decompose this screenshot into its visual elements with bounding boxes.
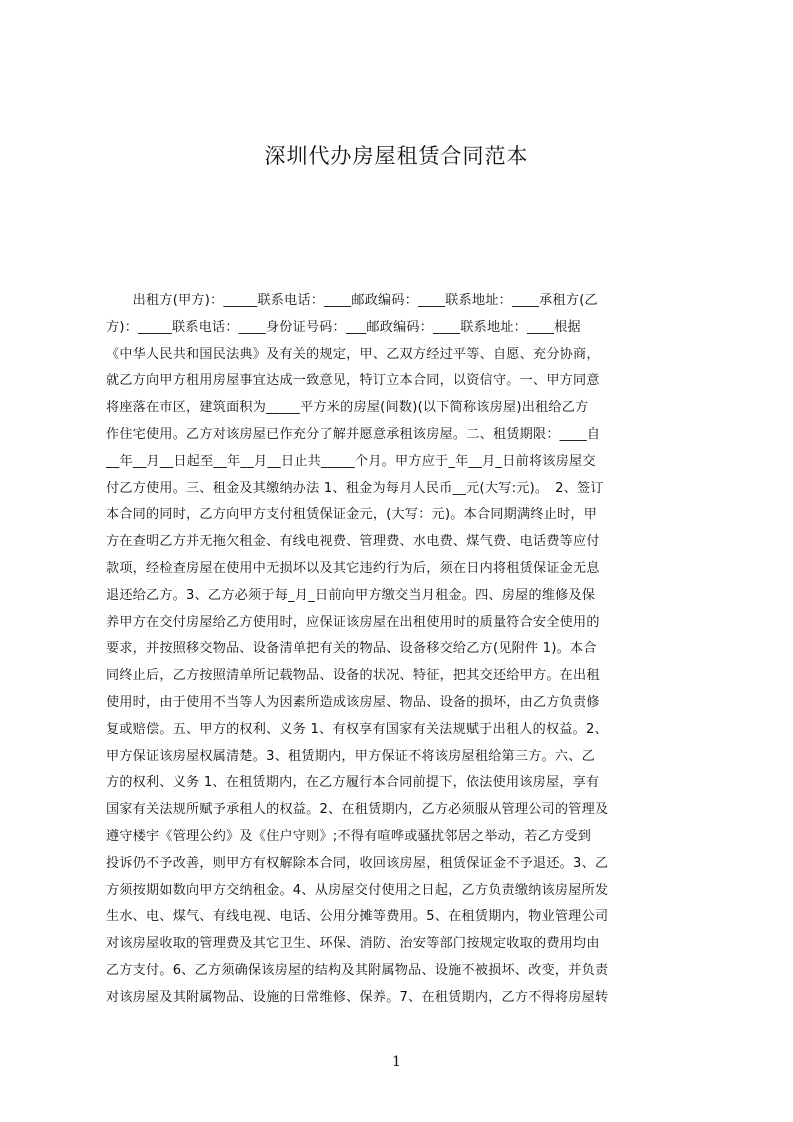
body-line: 投诉仍不予改善，则甲方有权解除本合同，收回该房屋，租赁保证金不予退还。3、乙	[106, 855, 609, 871]
contract-body	[106, 288, 698, 1012]
page-number: 1	[392, 1054, 401, 1070]
body-line: 复或赔偿。五、甲方的权利、义务 1、有权享有国家有关法规赋于出租人的权益。2、	[106, 721, 608, 737]
document-title: 深圳代办房屋租赁合同范本	[264, 144, 529, 168]
body-line: 国家有关法规所赋予承租人的权益。2、在租赁期内，乙方必须服从管理公司的管理及	[106, 802, 609, 818]
body-line: 出租方(甲方)：_____联系电话：____邮政编码：____联系地址：____承租方(乙	[106, 293, 598, 308]
body-line: 方的权利、义务 1、在租赁期内，在乙方履行本合同前提下，依法使用该房屋，享有	[106, 775, 600, 791]
body-line: 将座落在市区，建筑面积为_____平方米的房屋(间数)(以下简称该房屋)出租给乙方	[106, 400, 589, 416]
body-line: 《中华人民共和国民法典》及有关的规定，甲、乙双方经过平等、自愿、充分协商，	[106, 346, 600, 362]
body-line: 养甲方在交付房屋给乙方使用时，应保证该房屋在出租使用时的质量符合安全使用的	[106, 614, 600, 630]
body-line: 本合同的同时，乙方向甲方支付租赁保证金元，(大写：元)。本合同期满终止时，甲	[106, 507, 598, 523]
body-line: 对该房屋及其附属物品、设施的日常维修、保养。7、在租赁期内，乙方不得将房屋转	[106, 989, 609, 1005]
body-line: 付乙方使用。三、租金及其缴纳办法 1、租金为每月人民币__元(大写:元)。 2、签订	[106, 480, 604, 496]
body-line: 方须按期如数向甲方交纳租金。4、从房屋交付使用之日起，乙方负责缴纳该房屋所发	[106, 882, 609, 898]
body-line: 甲方保证该房屋权属清楚。3、租赁期内，甲方保证不将该房屋租给第三方。六、乙	[106, 748, 595, 764]
body-line: 退还给乙方。3、乙方必须于每_月_日前向甲方缴交当月租金。四、房屋的维修及保	[106, 587, 596, 603]
body-line: 乙方支付。6、乙方须确保该房屋的结构及其附属物品、设施不被损坏、改变，并负责	[106, 962, 609, 978]
body-line: 就乙方向甲方租用房屋事宜达成一致意见，特订立本合同，以资信守。一、甲方同意	[106, 373, 600, 389]
body-line: 款项，经检查房屋在使用中无损坏以及其它违约行为后，须在日内将租赁保证金无息	[106, 560, 600, 576]
body-line: 对该房屋收取的管理费及其它卫生、环保、消防、治安等部门按规定收取的费用均由	[106, 936, 600, 952]
body-line: 方)：_____联系电话：____身份证号码：___邮政编码：____联系地址：____根据	[106, 319, 581, 335]
body-line: 要求，并按照移交物品、设备清单把有关的物品、设备移交给乙方(见附件 1)。本合	[106, 641, 597, 657]
body-line: 遵守楼宇《管理公约》及《住户守则》;不得有喧哗或骚扰邻居之举动，若乙方受到	[106, 828, 592, 844]
body-line: 方在查明乙方并无拖欠租金、有线电视费、管理费、水电费、煤气费、电话费等应付	[106, 534, 600, 550]
body-line: 作住宅使用。乙方对该房屋已作充分了解并愿意承租该房屋。二、租赁期限：____自	[106, 426, 601, 442]
body-line: 同终止后，乙方按照清单所记载物品、设备的状况、特征，把其交还给甲方。在出租	[106, 668, 600, 684]
body-line: 生水、电、煤气、有线电视、电话、公用分摊等费用。5、在租赁期内，物业管理公司	[106, 909, 609, 925]
body-line: 使用时，由于使用不当等人为因素所造成该房屋、物品、设备的损坏，由乙方负责修	[106, 694, 600, 710]
body-line: __年__月__日起至__年__月__日止共_____个月。甲方应于_年__月_日前将该房屋交	[106, 453, 596, 469]
